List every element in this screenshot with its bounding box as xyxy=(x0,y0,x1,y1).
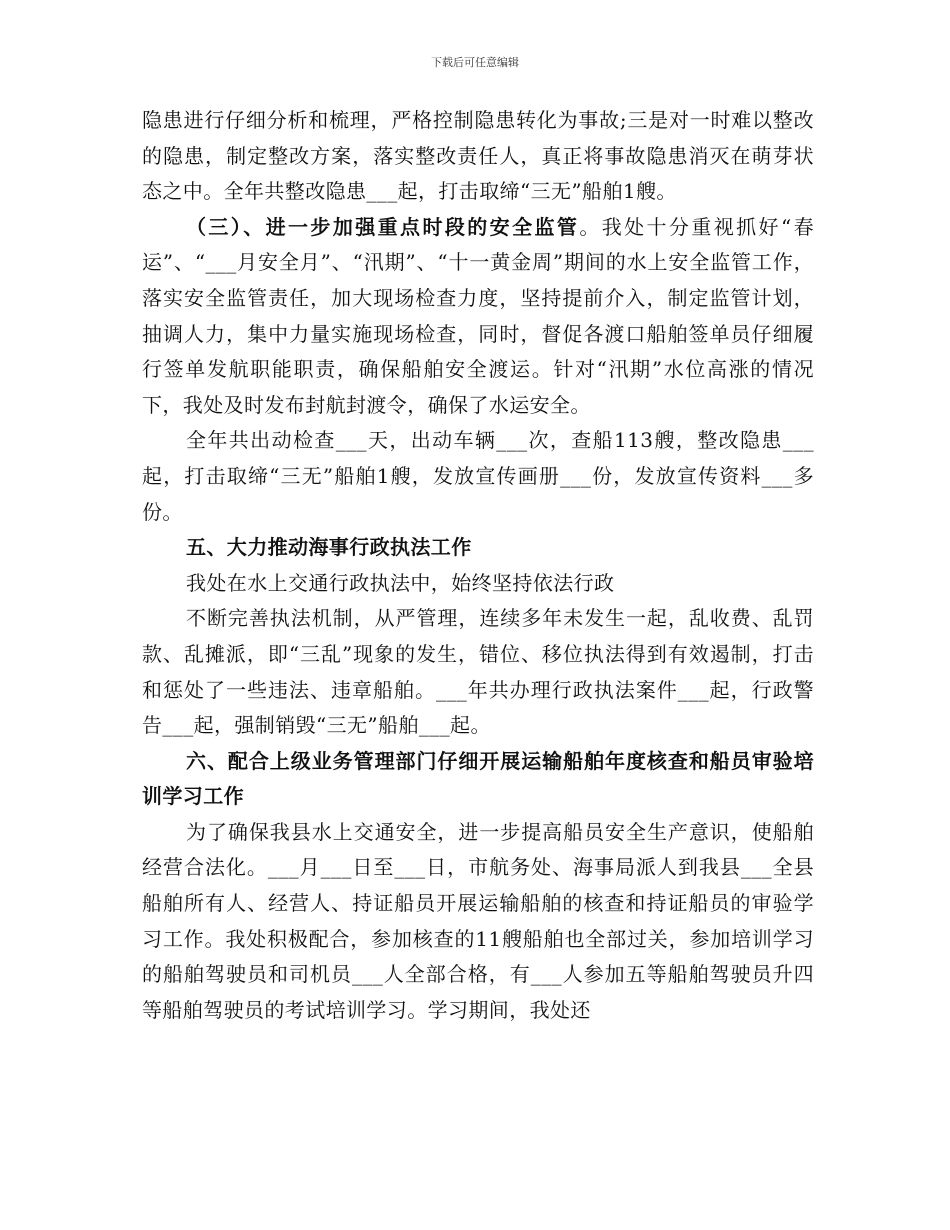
paragraph-law-enforcement-intro: 我处在水上交通行政执法中，始终坚持依法行政 xyxy=(186,570,615,595)
paragraph-annual-inspection-stats: 全年共出动检查___天，出动车辆___次，查船113艘，整改隐患___起，打击取缔“三无”船舶1艘，发放宣传画册___份，发放宣传资料___多份。 xyxy=(142,428,814,524)
page-header-note: 下载后可任意编辑 xyxy=(431,56,519,69)
section-3-lead-heading: （三）、进一步加强重点时段的安全监管 xyxy=(186,214,580,239)
paragraph-vessel-inspection-training: 为了确保我县水上交通安全，进一步提高船员安全生产意识，使船舶经营合法化。___月___日至___日，市航务处、海事局派人到我县___全县船舶所有人、经营人、持证船员开展运输船舶的核查和持证船员的审验学习工作。我处积极配合，参加核查的11艘船舶也全部过关，参加培训学习的船舶驾驶员和司机员___人全部合格，有___人参加五等船舶驾驶员升四等船舶驾驶员的考试培训学习。学习期间，我处还 xyxy=(142,819,814,1022)
paragraph-hazard-rectification: 隐患进行仔细分析和梳理，严格控制隐患转化为事故;三是对一时难以整改的隐患，制定整改方案，落实整改责任人，真正将事故隐患消灭在萌芽状态之中。全年共整改隐患___起，打击取缔“三无”船舶1艘。 xyxy=(142,108,814,204)
section-3-body-text: 。我处十分重视抓好“春运”、“___月安全月”、“汛期”、“十一黄金周”期间的水上安全监管工作，落实安全监管责任，加大现场检查力度，坚持提前介入，制定监管计划，抽调人力，集中力量实施现场检查，同时，督促各渡口船舶签单员仔细履行签单发航职能职责，确保船舶安全渡运。针对“汛期”水位高涨的情况下，我处及时发布封航封渡令，确保了水运安全。 xyxy=(142,214,814,417)
section-6-heading: 六、配合上级业务管理部门仔细开展运输船舶年度核查和船员审验培训学习工作 xyxy=(142,748,814,809)
paragraph-key-period-supervision xyxy=(142,210,814,424)
document-body xyxy=(142,103,814,1028)
section-5-heading: 五、大力推动海事行政执法工作 xyxy=(186,535,472,560)
paragraph-law-enforcement-details: 不断完善执法机制，从严管理，连续多年未发生一起，乱收费、乱罚款、乱摊派，即“三乱”现象的发生，错位、移位执法得到有效遏制，打击和惩处了一些违法、违章船舶。___年共办理行政执法案件___起，行政警告___起，强制销毁“三无”船舶___起。 xyxy=(142,606,814,738)
